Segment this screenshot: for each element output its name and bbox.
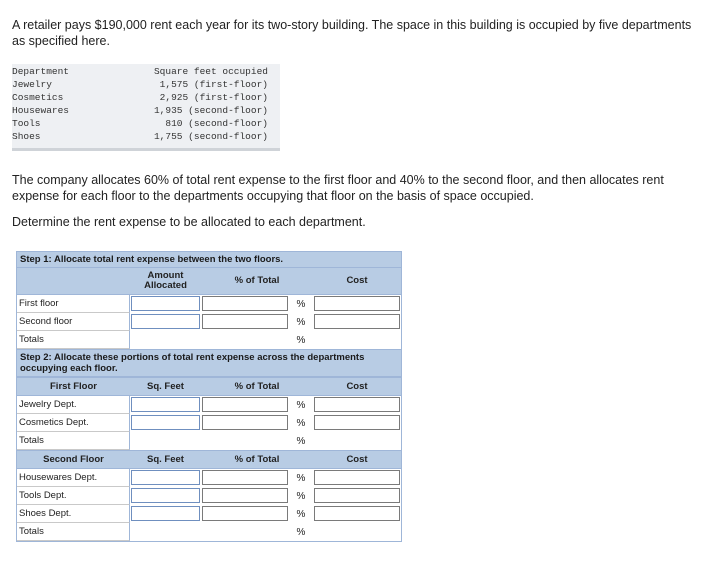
housewares-row xyxy=(17,469,401,487)
row-label: Housewares Dept. xyxy=(17,469,130,487)
housewares-pct-input[interactable] xyxy=(202,470,288,485)
department-row xyxy=(12,78,280,91)
second-floor-totals-row xyxy=(17,523,401,541)
housewares-cost-input[interactable] xyxy=(314,470,400,485)
first-floor-amount-input[interactable] xyxy=(131,296,200,311)
percent-sign: % xyxy=(296,417,306,429)
department-space-table xyxy=(12,64,280,151)
step1-cost-header: Cost xyxy=(346,275,368,286)
first-floor-sqft-header: Sq. Feet xyxy=(147,381,184,392)
department-name: Housewares xyxy=(12,105,70,116)
step1-amount-header: Amount Allocated xyxy=(144,270,187,291)
step1-row-totals xyxy=(17,331,401,349)
department-row xyxy=(12,130,280,143)
first-floor-totals-row xyxy=(17,432,401,450)
housewares-sqft-input[interactable] xyxy=(131,470,200,485)
cosmetics-sqft-input[interactable] xyxy=(131,415,200,430)
step1-title: Step 1: Allocate total rent expense between the two floors. xyxy=(17,252,401,268)
tools-pct-input[interactable] xyxy=(202,488,288,503)
cosmetics-pct-input[interactable] xyxy=(202,415,288,430)
percent-sign: % xyxy=(296,526,306,538)
row-label: Shoes Dept. xyxy=(17,505,130,523)
first-floor-pct-header: % of Total xyxy=(234,381,280,392)
percent-sign: % xyxy=(296,399,306,411)
step1-label-col xyxy=(17,268,130,294)
first-floor-cost-input[interactable] xyxy=(314,296,400,311)
step1-row-second-floor xyxy=(17,313,401,331)
first-floor-cost-header: Cost xyxy=(346,381,368,392)
row-label: Totals xyxy=(17,523,130,541)
first-floor-pct-input[interactable] xyxy=(202,296,288,311)
department-space: 1,575 (first-floor) xyxy=(159,79,268,90)
percent-sign: % xyxy=(296,435,306,447)
department-name: Jewelry xyxy=(12,79,52,90)
percent-sign: % xyxy=(296,316,306,328)
second-floor-sqft-header: Sq. Feet xyxy=(147,454,184,465)
department-space: 1,935 (second-floor) xyxy=(153,105,268,116)
department-table-header xyxy=(12,65,280,78)
percent-sign: % xyxy=(296,490,306,502)
department-name: Cosmetics xyxy=(12,92,64,103)
allocation-worksheet xyxy=(16,251,402,542)
problem-intro: A retailer pays $190,000 rent each year for its two-story building. The space in this building is occupied by five departments as specified here. xyxy=(12,18,692,48)
tools-cost-input[interactable] xyxy=(314,488,400,503)
department-header: Department xyxy=(12,66,70,77)
department-row xyxy=(12,91,280,104)
department-name: Tools xyxy=(12,118,41,129)
percent-sign: % xyxy=(296,298,306,310)
cosmetics-cost-input[interactable] xyxy=(314,415,400,430)
second-floor-column-header xyxy=(17,450,401,469)
jewelry-cost-input[interactable] xyxy=(314,397,400,412)
step1-pct-header: % of Total xyxy=(234,275,280,286)
shoes-sqft-input[interactable] xyxy=(131,506,200,521)
department-row xyxy=(12,117,280,130)
row-label: Tools Dept. xyxy=(17,487,130,505)
percent-sign: % xyxy=(296,472,306,484)
row-label: Jewelry Dept. xyxy=(17,396,130,414)
step2-title: Step 2: Allocate these portions of total rent expense across the departments occupying each floor. xyxy=(17,349,401,377)
tools-row xyxy=(17,487,401,505)
second-floor-cost-header: Cost xyxy=(346,454,368,465)
second-floor-pct-header: % of Total xyxy=(234,454,280,465)
space-header: Square feet occupied xyxy=(153,66,268,77)
jewelry-row xyxy=(17,396,401,414)
jewelry-sqft-input[interactable] xyxy=(131,397,200,412)
step1-row-first-floor xyxy=(17,295,401,313)
percent-sign: % xyxy=(296,334,306,346)
second-floor-pct-input[interactable] xyxy=(202,314,288,329)
department-row xyxy=(12,104,280,117)
row-label: First floor xyxy=(17,295,130,313)
second-floor-header: Second Floor xyxy=(43,454,104,465)
percent-sign: % xyxy=(296,508,306,520)
row-label: Totals xyxy=(17,331,130,349)
first-floor-header: First Floor xyxy=(50,381,97,392)
allocation-text: The company allocates 60% of total rent expense to the first floor and 40% to the second floor, and then allocates rent expense for each floor to the departments occupying that floor on the basis of space occupied. xyxy=(12,173,664,203)
instruction-text: Determine the rent expense to be allocated to each department. xyxy=(12,215,366,229)
second-floor-amount-input[interactable] xyxy=(131,314,200,329)
row-label: Totals xyxy=(17,432,130,450)
tools-sqft-input[interactable] xyxy=(131,488,200,503)
department-space: 2,925 (first-floor) xyxy=(159,92,268,103)
step1-column-header xyxy=(17,268,401,295)
department-name: Shoes xyxy=(12,131,41,142)
first-floor-column-header xyxy=(17,377,401,396)
row-label: Second floor xyxy=(17,313,130,331)
shoes-cost-input[interactable] xyxy=(314,506,400,521)
row-label: Cosmetics Dept. xyxy=(17,414,130,432)
cosmetics-row xyxy=(17,414,401,432)
department-space: 810 (second-floor) xyxy=(159,118,268,129)
jewelry-pct-input[interactable] xyxy=(202,397,288,412)
shoes-pct-input[interactable] xyxy=(202,506,288,521)
second-floor-cost-input[interactable] xyxy=(314,314,400,329)
department-space: 1,755 (second-floor) xyxy=(153,131,268,142)
shoes-row xyxy=(17,505,401,523)
